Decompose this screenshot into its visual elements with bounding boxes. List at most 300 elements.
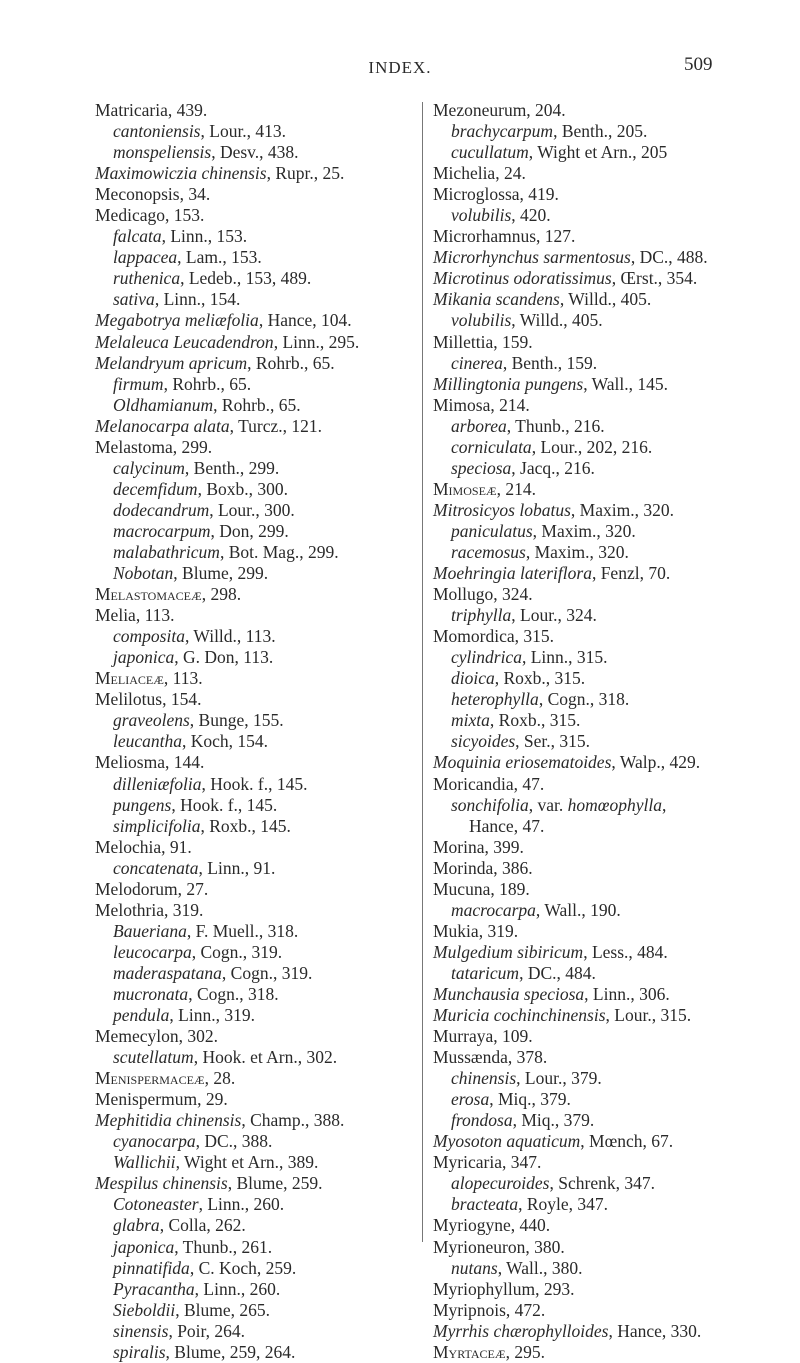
index-entry [433,1194,763,1215]
taxon-name: leucocarpa [113,941,192,962]
index-entry [433,184,763,205]
entry-text: Mukia, 319. [433,920,519,941]
index-entry [95,900,425,921]
entry-text: , Hook. f., 145. [201,773,308,794]
index-entry [95,1173,425,1194]
taxon-name: Myosoton aquaticum [433,1131,581,1152]
index-entry [433,1089,763,1110]
entry-text: , Maxim., 320. [570,499,674,520]
taxon-name: malabathricum [113,541,220,562]
index-entry [433,858,763,879]
taxon-name: cucullatum [451,142,529,163]
taxon-name: Mulgedium sibiricum [433,941,584,962]
entry-text: , Cogn., 319. [191,941,283,962]
entry-text: , Champ., 388. [241,1110,345,1131]
entry-text: Microglossa, 419. [433,184,559,205]
index-entry [95,1110,425,1131]
entry-text: , Benth., 205. [553,121,648,142]
index-entry [95,289,425,310]
taxon-name: japonica [113,1236,175,1257]
taxon-name: Maximowiczia chinensis [95,163,267,184]
index-entry [95,1300,425,1321]
index-entry [95,774,425,795]
index-entry [433,1342,763,1363]
taxon-name: Mikania scandens [433,289,560,310]
index-entry [95,163,425,184]
entry-text: Memecylon, 302. [95,1026,218,1047]
entry-text: Matricaria, 439. [95,100,208,120]
index-entry [95,205,425,226]
index-entry [95,710,425,731]
index-entry [433,900,763,921]
taxon-name: concatenata [113,857,199,878]
taxon-name: cinerea [451,352,503,373]
index-entry [433,1068,763,1089]
taxon-name: maderaspatana [113,962,222,983]
index-entry [433,1237,763,1258]
taxon-name: Millingtonia pungens [433,373,584,394]
entry-text: Mezoneurum, 204. [433,100,566,120]
index-entry [433,795,763,816]
index-entry [95,1089,425,1110]
taxon-name: Baueriana [113,920,187,941]
entry-text: , Rupr., 25. [266,163,345,184]
taxon-name: Muricia cochinchinensis [433,1005,606,1026]
index-entry [433,1173,763,1194]
entry-text: , Bunge, 155. [189,710,284,731]
index-entry [95,563,425,584]
index-entry [433,289,763,310]
taxon-name: pinnatifida [113,1257,190,1278]
taxon-name: calycinum [113,457,185,478]
entry-text: , DC., 484. [519,962,596,983]
entry-text: Myricaria, 347. [433,1152,542,1173]
index-entry [433,1110,763,1131]
entry-text: Myriogyne, 440. [433,1215,551,1236]
entry-text: , Linn., 319. [169,1005,255,1026]
entry-text: , Roxb., 315. [489,710,581,731]
entry-text: , Roxb., 315. [494,668,586,689]
entry-text: , Lour., 202, 216. [531,436,653,457]
taxon-name: Megabotrya meliæfolia [95,310,259,331]
index-entry [95,479,425,500]
taxon-name: dilleniæfolia [113,773,202,794]
index-entry [433,1026,763,1047]
entry-text: , Rohrb., 65. [247,352,335,373]
entry-text: Menispermum, 29. [95,1089,228,1110]
index-entry [433,1258,763,1279]
index-entry [433,458,763,479]
index-entry [433,921,763,942]
index-entry [95,1047,425,1068]
index-entry [95,374,425,395]
entry-text: , Turcz., 121. [229,415,323,436]
entry-text: , Blume, 265. [175,1299,271,1320]
index-entry [433,963,763,984]
index-entry [433,205,763,226]
index-entry [433,1152,763,1173]
taxon-name: volubilis [451,205,512,226]
taxon-name: sinensis [113,1320,169,1341]
index-entry [433,689,763,710]
index-entry [433,647,763,668]
index-entry [433,731,763,752]
entry-text: Millettia, 159. [433,331,533,352]
entry-text: , Poir, 264. [168,1320,246,1341]
taxon-name: falcata [113,226,162,247]
entry-text: Myriophyllum, 293. [433,1278,575,1299]
entry-text: , Linn., 91. [198,857,276,878]
entry-text: , Willd., 405. [511,310,603,331]
index-entry [95,542,425,563]
entry-text: , Linn., 295. [273,331,360,352]
index-entry [95,795,425,816]
index-entry [433,626,763,647]
entry-text: , Linn., 154. [154,289,241,310]
family-name: Menispermaceæ [95,1068,205,1089]
entry-text: , [661,794,667,815]
entry-text: Melia, 113. [95,605,175,626]
index-entry [95,879,425,900]
entry-text: , Wall., 380. [497,1257,583,1278]
taxon-name: homœophylla [567,794,662,815]
entry-text: , 113. [163,668,203,689]
entry-text: , 28. [204,1068,236,1089]
entry-text: Medicago, 153. [95,205,205,226]
taxon-name: brachycarpum [451,121,554,142]
taxon-name: cylindrica [451,647,522,668]
entry-text: , Miq., 379. [489,1089,571,1110]
index-entry [433,268,763,289]
entry-text: , Lour., 315. [605,1005,692,1026]
index-entry [95,1026,425,1047]
entry-text: , Hook. et Arn., 302. [193,1047,338,1068]
taxon-name: Melandryum apricum [95,352,248,373]
taxon-name: spiralis [113,1341,166,1362]
index-entry [433,1279,763,1300]
index-entry [95,921,425,942]
family-name: Melastomaceæ [95,584,202,605]
entry-text: , Boxb., 300. [197,478,288,499]
index-entry [433,816,763,837]
index-entry [95,416,425,437]
taxon-name: Wallichii [113,1152,176,1173]
taxon-name: Mespilus chinensis [95,1173,228,1194]
entry-text: Mimosa, 214. [433,394,530,415]
taxon-name: paniculatus [451,520,533,541]
entry-text: Mucuna, 189. [433,878,530,899]
taxon-name: ruthenica [113,268,181,289]
index-entry [95,1152,425,1173]
entry-text: , Hance, 330. [608,1320,702,1341]
entry-text: Morina, 399. [433,836,524,857]
taxon-name: heterophylla [451,689,539,710]
index-entry [95,500,425,521]
taxon-name: macrocarpa [451,899,536,920]
taxon-name: Mephitidia chinensis [95,1110,242,1131]
taxon-name: volubilis [451,310,512,331]
taxon-name: speciosa [451,457,512,478]
entry-text: , Mœnch, 67. [580,1131,674,1152]
index-entry [95,731,425,752]
entry-text: , Blume, 259, 264. [165,1341,296,1362]
family-name: Meliaceæ [95,668,164,689]
family-name: Myrtaceæ [433,1341,506,1362]
index-entry [95,858,425,879]
entry-text: , G. Don, 113. [174,647,274,668]
entry-text: , Fenzl, 70. [591,563,671,584]
entry-text: , Linn., 153. [161,226,248,247]
taxon-name: cyanocarpa [113,1131,196,1152]
index-entry [95,353,425,374]
taxon-name: bracteata [451,1194,519,1215]
taxon-name: scutellatum [113,1047,194,1068]
index-entry [433,226,763,247]
entry-text: Melodorum, 27. [95,878,209,899]
index-entry [433,542,763,563]
taxon-name: Oldhamianum [113,394,214,415]
entry-text: , Lour., 379. [516,1068,602,1089]
index-entry [433,121,763,142]
taxon-name: Microrhynchus sarmentosus [433,247,631,268]
entry-text: Momordica, 315. [433,626,555,647]
entry-text: , Linn., 306. [584,983,670,1004]
taxon-name: Moquinia eriosematoides [433,752,612,773]
index-entry [95,942,425,963]
index-entry [433,605,763,626]
entry-text: , C. Koch, 259. [189,1257,297,1278]
index-entry [95,521,425,542]
entry-text: , 295. [505,1341,545,1362]
entry-text: Murraya, 109. [433,1026,533,1047]
taxon-name: cantoniensis [113,121,201,142]
entry-text: , Wight et Arn., 205 [528,142,668,163]
entry-text: , Desv., 438. [211,142,299,163]
entry-text: , Ser., 315. [515,731,591,752]
index-column-right [433,100,763,1363]
taxon-name: graveolens [113,710,190,731]
index-entry [433,1215,763,1236]
entry-text: , Bot. Mag., 299. [219,541,339,562]
index-entry [95,310,425,331]
entry-text: , Hook. f., 145. [171,794,278,815]
entry-text: , Linn., 315. [521,647,608,668]
taxon-name: decemfidum [113,478,198,499]
index-entry [433,563,763,584]
taxon-name: simplicifolia [113,815,201,836]
index-entry [433,1321,763,1342]
taxon-name: alopecuroides [451,1173,550,1194]
taxon-name: triphylla [451,605,512,626]
entry-text: , Miq., 379. [512,1110,595,1131]
index-entry [433,353,763,374]
index-entry [433,100,763,121]
entry-text: Meconopsis, 34. [95,184,211,205]
index-entry [433,942,763,963]
entry-text: , Schrenk, 347. [549,1173,655,1194]
entry-text: Melastoma, 299. [95,436,213,457]
entry-text: , DC., 488. [630,247,708,268]
entry-text: , Cogn., 318. [538,689,630,710]
entry-text: , Walp., 429. [611,752,701,773]
page-title: INDEX. [368,58,432,77]
index-entry [433,710,763,731]
index-entry [95,605,425,626]
taxon-name: chinensis [451,1068,517,1089]
taxon-name: dodecandrum [113,499,210,520]
entry-text: , Œrst., 354. [611,268,698,289]
entry-text: Myripnois, 472. [433,1299,546,1320]
entry-text: , Benth., 299. [184,457,280,478]
index-entry [433,395,763,416]
entry-text: , DC., 388. [195,1131,273,1152]
taxon-name: Mitrosicyos lobatus [433,499,571,520]
entry-text: , Rohrb., 65. [213,394,301,415]
index-entry [95,984,425,1005]
taxon-name: firmum [113,373,164,394]
index-entry [433,163,763,184]
index-entry [433,416,763,437]
index-entry [433,584,763,605]
taxon-name: tataricum [451,962,520,983]
entry-text: , Cogn., 318. [188,983,279,1004]
index-entry [95,626,425,647]
entry-text: Mussænda, 378. [433,1047,548,1068]
entry-text: , Linn., 260. [194,1278,281,1299]
entry-text: , Wight et Arn., 389. [175,1152,319,1173]
taxon-name: Munchausia speciosa [433,983,585,1004]
index-entry [95,226,425,247]
taxon-name: composita [113,626,185,647]
taxon-name: Melanocarpa alata [95,415,230,436]
index-entry [95,668,425,689]
index-entry [433,668,763,689]
index-entry [433,1131,763,1152]
entry-text: Myrioneuron, 380. [433,1236,565,1257]
index-entry [433,247,763,268]
index-entry [95,332,425,353]
entry-text: , Thunb., 216. [506,415,605,436]
entry-text: , 298. [201,584,242,605]
entry-text: Meliosma, 144. [95,752,205,773]
index-entry [95,1068,425,1089]
index-entry [95,268,425,289]
entry-text: , Lour., 413. [200,121,287,142]
entry-text: Morinda, 386. [433,857,533,878]
page-number: 509 [684,54,713,75]
index-entry [95,1321,425,1342]
index-entry [433,521,763,542]
taxon-name: mixta [451,710,490,731]
entry-text: , Willd., 113. [184,626,276,647]
taxon-name: sicyoides [451,731,516,752]
taxon-name: Pyracantha [113,1278,195,1299]
entry-text: Melochia, 91. [95,836,192,857]
taxon-name: lappacea [113,247,178,268]
taxon-name: Melaleuca Leucadendron [95,331,274,352]
taxon-name: corniculata [451,436,532,457]
taxon-name: mucronata [113,983,189,1004]
index-entry [95,395,425,416]
index-entry [433,500,763,521]
index-entry [433,752,763,773]
taxon-name: Nobotan [113,563,174,584]
entry-text: , Koch, 154. [182,731,269,752]
entry-text: , Colla, 262. [159,1215,246,1236]
entry-text: , Ledeb., 153, 489. [180,268,312,289]
index-entry [433,374,763,395]
index-entry [95,1237,425,1258]
entry-text: , F. Muell., 318. [186,920,299,941]
index-entry [433,879,763,900]
entry-text: Hance, 47. [469,815,545,836]
index-entry [95,1342,425,1363]
entry-text: Michelia, 24. [433,163,526,184]
entry-text: , Linn., 260. [198,1194,285,1215]
entry-text: Mollugo, 324. [433,584,533,605]
index-entry [433,437,763,458]
entry-text: , Blume, 299. [173,563,269,584]
index-entry [95,458,425,479]
entry-text: , 420. [511,205,551,226]
index-entry [95,1258,425,1279]
index-entry [95,752,425,773]
index-entry [95,1194,425,1215]
index-entry [95,1131,425,1152]
entry-text: , Cogn., 319. [221,962,313,983]
index-entry [433,774,763,795]
index-entry [95,437,425,458]
taxon-name: pungens [113,794,172,815]
index-entry [433,1047,763,1068]
index-entry [95,121,425,142]
taxon-name: leucantha [113,731,183,752]
entry-text: , Rohrb., 65. [163,373,252,394]
index-entry [95,1005,425,1026]
column-divider [422,102,423,1242]
taxon-name: monspeliensis [113,142,212,163]
index-entry [433,1300,763,1321]
index-column-left [95,100,425,1363]
taxon-name: erosa [451,1089,490,1110]
entry-text: , Royle, 347. [518,1194,609,1215]
family-name: Mimoseæ [433,478,497,499]
entry-text: , Maxim., 320. [532,520,636,541]
index-entry [95,689,425,710]
taxon-name: racemosus [451,541,526,562]
entry-text: , var. [528,794,568,815]
taxon-name: frondosa [451,1110,513,1131]
index-entry [95,963,425,984]
entry-text: , Hance, 104. [258,310,352,331]
entry-text: , Willd., 405. [559,289,652,310]
entry-text: , Lour., 324. [511,605,597,626]
entry-text: , Less., 484. [583,941,668,962]
index-entry [433,479,763,500]
entry-text: Melothria, 319. [95,899,204,920]
entry-text: , Lam., 153. [177,247,262,268]
taxon-name: Cotoneaster [113,1194,199,1215]
index-entry [95,184,425,205]
taxon-name: Moehringia lateriflora [433,563,592,584]
entry-text: , Thunb., 261. [174,1236,273,1257]
entry-text: , Wall., 190. [535,899,621,920]
index-entry [433,332,763,353]
index-entry [433,310,763,331]
entry-text: , 214. [496,478,536,499]
taxon-name: sonchifolia [451,794,529,815]
taxon-name: arborea [451,415,507,436]
